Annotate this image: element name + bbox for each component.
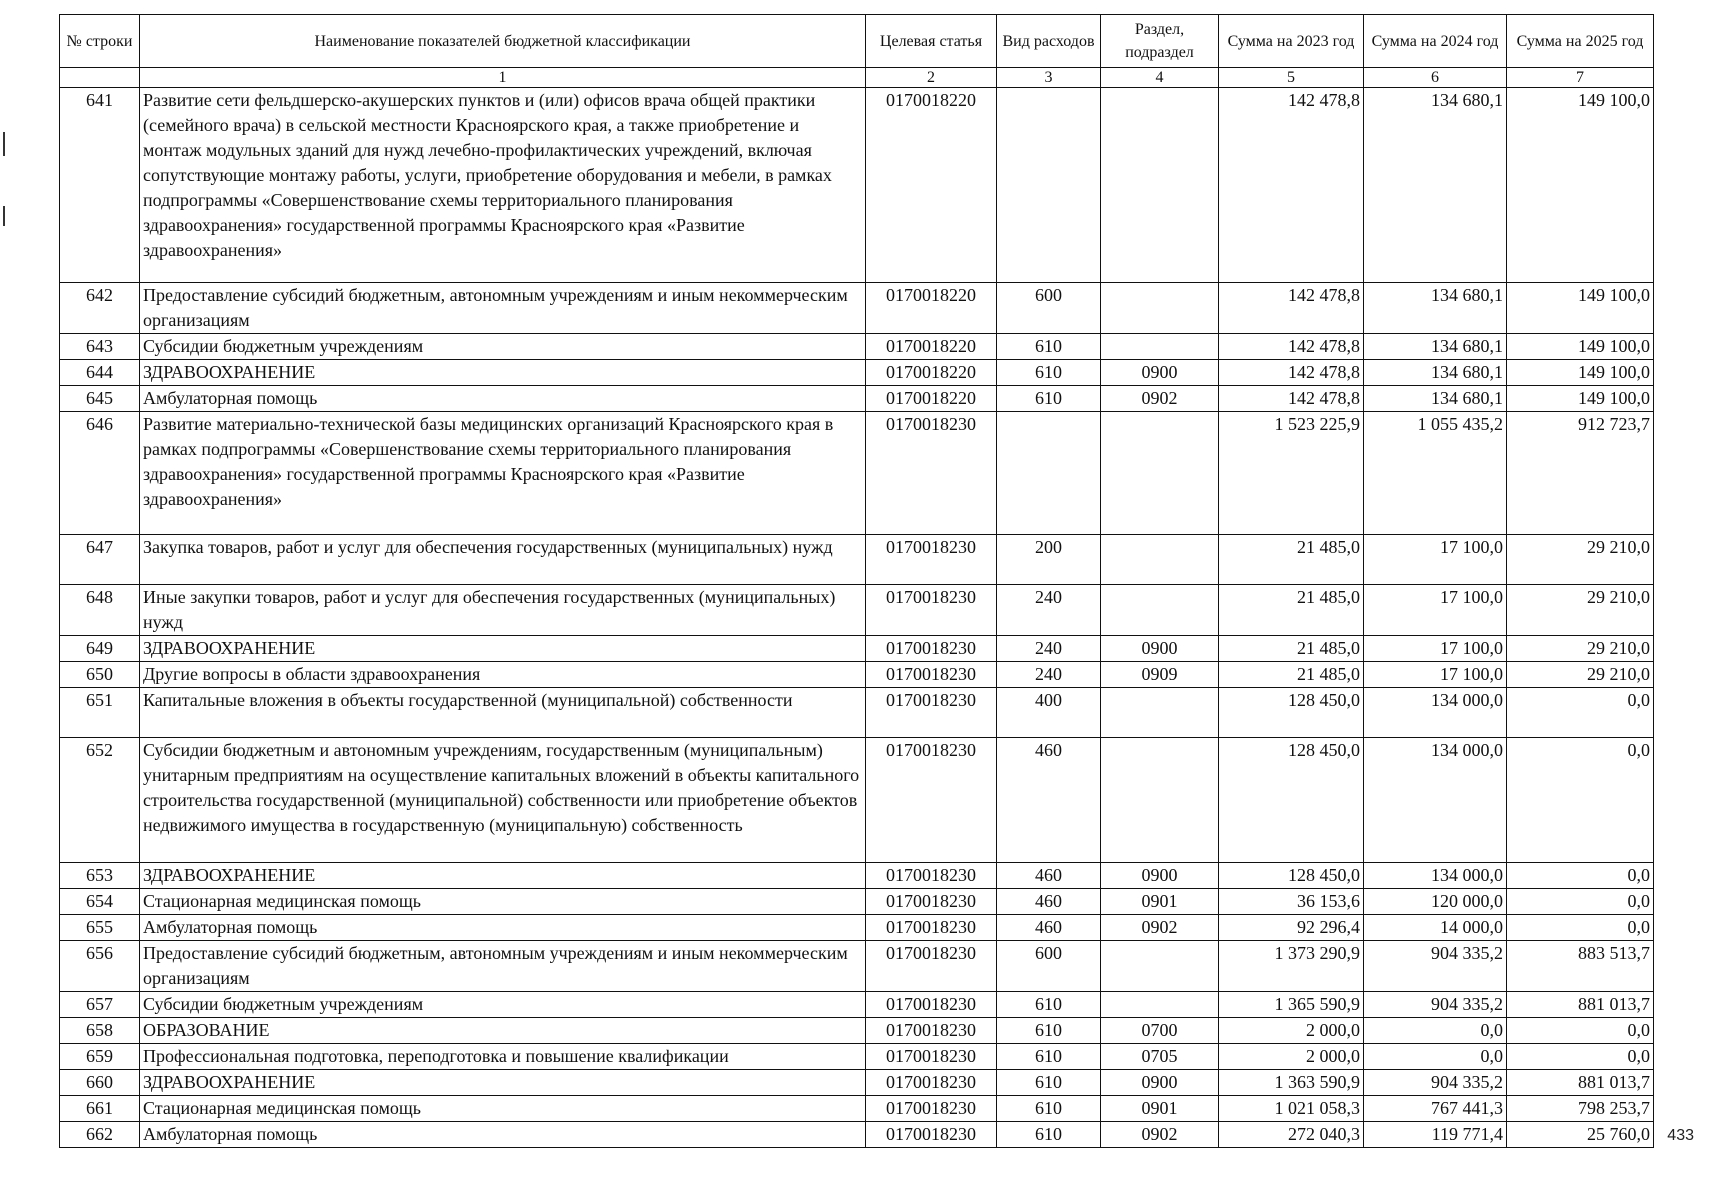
row-number: 658 (60, 1018, 140, 1044)
indicator-name: ОБРАЗОВАНИЕ (140, 1018, 866, 1044)
column-number: 1 (140, 68, 866, 88)
indicator-name: Предоставление субсидий бюджетным, автономным учреждениям и иным некоммерческим организациям (140, 941, 866, 992)
target-article: 0170018230 (866, 992, 997, 1018)
column-number (60, 68, 140, 88)
indicator-name: ЗДРАВООХРАНЕНИЕ (140, 636, 866, 662)
sum-2023: 142 478,8 (1219, 88, 1364, 283)
indicator-name: Капитальные вложения в объекты государственной (муниципальной) собственности (140, 688, 866, 738)
sum-2023: 21 485,0 (1219, 636, 1364, 662)
sum-2024: 134 000,0 (1364, 738, 1507, 863)
table-row (60, 360, 1654, 386)
table-row (60, 412, 1654, 535)
row-number: 655 (60, 915, 140, 941)
row-number: 645 (60, 386, 140, 412)
row-number: 650 (60, 662, 140, 688)
target-article: 0170018230 (866, 688, 997, 738)
sum-2023: 142 478,8 (1219, 334, 1364, 360)
sum-2023: 2 000,0 (1219, 1044, 1364, 1070)
expense-type: 600 (997, 941, 1101, 992)
table-row (60, 662, 1654, 688)
expense-type: 610 (997, 1018, 1101, 1044)
sum-2024: 904 335,2 (1364, 1070, 1507, 1096)
sum-2023: 92 296,4 (1219, 915, 1364, 941)
sum-2023: 1 373 290,9 (1219, 941, 1364, 992)
table-row (60, 386, 1654, 412)
target-article: 0170018230 (866, 662, 997, 688)
expense-type: 200 (997, 535, 1101, 585)
section-code (1101, 412, 1219, 535)
column-number: 7 (1507, 68, 1654, 88)
expense-type: 610 (997, 1096, 1101, 1122)
section-code: 0901 (1101, 1096, 1219, 1122)
expense-type: 600 (997, 283, 1101, 334)
sum-2025: 0,0 (1507, 863, 1654, 889)
table-row (60, 941, 1654, 992)
sum-2024: 134 680,1 (1364, 386, 1507, 412)
section-code: 0900 (1101, 636, 1219, 662)
section-code: 0700 (1101, 1018, 1219, 1044)
header-expense-type: Вид расходов (997, 15, 1101, 68)
indicator-name: Субсидии бюджетным учреждениям (140, 334, 866, 360)
indicator-name: Амбулаторная помощь (140, 1122, 866, 1148)
expense-type: 460 (997, 863, 1101, 889)
row-number: 646 (60, 412, 140, 535)
target-article: 0170018220 (866, 334, 997, 360)
sum-2025: 912 723,7 (1507, 412, 1654, 535)
column-number: 5 (1219, 68, 1364, 88)
column-number: 2 (866, 68, 997, 88)
expense-type (997, 88, 1101, 283)
expense-type: 610 (997, 360, 1101, 386)
target-article: 0170018220 (866, 386, 997, 412)
table-row (60, 636, 1654, 662)
indicator-name: Другие вопросы в области здравоохранения (140, 662, 866, 688)
table-row (60, 1070, 1654, 1096)
sum-2025: 25 760,0 (1507, 1122, 1654, 1148)
table-body (60, 88, 1654, 1148)
section-code: 0901 (1101, 889, 1219, 915)
sum-2023: 2 000,0 (1219, 1018, 1364, 1044)
table-row (60, 585, 1654, 636)
indicator-name: Иные закупки товаров, работ и услуг для обеспечения государственных (муниципальных) нужд (140, 585, 866, 636)
section-code (1101, 585, 1219, 636)
page-number: 433 (1667, 1127, 1694, 1144)
column-number: 4 (1101, 68, 1219, 88)
section-code (1101, 535, 1219, 585)
row-number: 662 (60, 1122, 140, 1148)
row-number: 649 (60, 636, 140, 662)
sum-2023: 142 478,8 (1219, 283, 1364, 334)
table-row (60, 992, 1654, 1018)
indicator-name: Субсидии бюджетным учреждениям (140, 992, 866, 1018)
sum-2024: 1 055 435,2 (1364, 412, 1507, 535)
indicator-name: Стационарная медицинская помощь (140, 889, 866, 915)
indicator-name: ЗДРАВООХРАНЕНИЕ (140, 1070, 866, 1096)
header-sum-2025: Сумма на 2025 год (1507, 15, 1654, 68)
indicator-name: Амбулаторная помощь (140, 915, 866, 941)
section-code: 0900 (1101, 360, 1219, 386)
expense-type: 400 (997, 688, 1101, 738)
section-code (1101, 334, 1219, 360)
table-row (60, 88, 1654, 283)
row-number: 644 (60, 360, 140, 386)
sum-2025: 0,0 (1507, 1044, 1654, 1070)
target-article: 0170018230 (866, 863, 997, 889)
sum-2024: 134 680,1 (1364, 283, 1507, 334)
header-name: Наименование показателей бюджетной классификации (140, 15, 866, 68)
expense-type: 460 (997, 915, 1101, 941)
row-number: 648 (60, 585, 140, 636)
indicator-name: Профессиональная подготовка, переподготовка и повышение квалификации (140, 1044, 866, 1070)
target-article: 0170018230 (866, 636, 997, 662)
indicator-name: Развитие материально-технической базы медицинских организаций Красноярского края в рамках подпрограммы «Совершенствование схемы территориального планирования здравоохранения» государственной программы Красноярского края «Развитие здравоохранения» (140, 412, 866, 535)
expense-type: 610 (997, 334, 1101, 360)
table-row (60, 334, 1654, 360)
expense-type (997, 412, 1101, 535)
indicator-name: ЗДРАВООХРАНЕНИЕ (140, 360, 866, 386)
sum-2023: 142 478,8 (1219, 360, 1364, 386)
indicator-name: Развитие сети фельдшерско-акушерских пунктов и (или) офисов врача общей практики (семейного врача) в сельской местности Красноярского края, а также приобретение и монтаж модульных зданий для нужд лечебно-профилактических учреждений, включая сопутствующие монтажу работы, услуги, приобретение оборудования и мебели, в рамках подпрограммы «Совершенствование схемы территориального планирования здравоохранения» государственной программы Красноярского края «Развитие здравоохранения» (140, 88, 866, 283)
table-row (60, 1018, 1654, 1044)
header-section: Раздел, подраздел (1101, 15, 1219, 68)
row-number: 651 (60, 688, 140, 738)
indicator-name: ЗДРАВООХРАНЕНИЕ (140, 863, 866, 889)
row-number: 641 (60, 88, 140, 283)
expense-type: 240 (997, 636, 1101, 662)
sum-2025: 149 100,0 (1507, 283, 1654, 334)
sum-2023: 1 363 590,9 (1219, 1070, 1364, 1096)
table-row (60, 1044, 1654, 1070)
sum-2024: 134 680,1 (1364, 88, 1507, 283)
expense-type: 610 (997, 386, 1101, 412)
section-code: 0705 (1101, 1044, 1219, 1070)
sum-2023: 21 485,0 (1219, 585, 1364, 636)
target-article: 0170018220 (866, 88, 997, 283)
sum-2025: 149 100,0 (1507, 360, 1654, 386)
section-code (1101, 283, 1219, 334)
sum-2024: 14 000,0 (1364, 915, 1507, 941)
row-number: 647 (60, 535, 140, 585)
table-row (60, 1096, 1654, 1122)
sum-2024: 0,0 (1364, 1044, 1507, 1070)
target-article: 0170018230 (866, 1044, 997, 1070)
column-number: 3 (997, 68, 1101, 88)
sum-2023: 1 365 590,9 (1219, 992, 1364, 1018)
sum-2024: 17 100,0 (1364, 662, 1507, 688)
sum-2025: 881 013,7 (1507, 1070, 1654, 1096)
target-article: 0170018230 (866, 1070, 997, 1096)
sum-2025: 0,0 (1507, 889, 1654, 915)
sum-2025: 881 013,7 (1507, 992, 1654, 1018)
margin-mark (3, 132, 5, 156)
sum-2024: 904 335,2 (1364, 941, 1507, 992)
table-row (60, 688, 1654, 738)
sum-2024: 134 000,0 (1364, 688, 1507, 738)
target-article: 0170018230 (866, 412, 997, 535)
header-sum-2023: Сумма на 2023 год (1219, 15, 1364, 68)
sum-2024: 767 441,3 (1364, 1096, 1507, 1122)
indicator-name: Субсидии бюджетным и автономным учреждениям, государственным (муниципальным) унитарным предприятиям на осуществление капитальных вложений в объекты капитального строительства государственной (муниципальной) собственности или приобретение объектов недвижимого имущества в государственную (муниципальную) собственность (140, 738, 866, 863)
sum-2025: 883 513,7 (1507, 941, 1654, 992)
sum-2023: 128 450,0 (1219, 738, 1364, 863)
sum-2024: 134 680,1 (1364, 334, 1507, 360)
indicator-name: Амбулаторная помощь (140, 386, 866, 412)
row-number: 657 (60, 992, 140, 1018)
target-article: 0170018220 (866, 283, 997, 334)
row-number: 643 (60, 334, 140, 360)
target-article: 0170018230 (866, 941, 997, 992)
row-number: 642 (60, 283, 140, 334)
sum-2025: 149 100,0 (1507, 88, 1654, 283)
sum-2024: 120 000,0 (1364, 889, 1507, 915)
target-article: 0170018230 (866, 915, 997, 941)
sum-2024: 904 335,2 (1364, 992, 1507, 1018)
header-row-no: № строки (60, 15, 140, 68)
expense-type: 610 (997, 992, 1101, 1018)
target-article: 0170018230 (866, 1122, 997, 1148)
sum-2025: 29 210,0 (1507, 585, 1654, 636)
row-number: 661 (60, 1096, 140, 1122)
target-article: 0170018230 (866, 1096, 997, 1122)
table-row (60, 738, 1654, 863)
section-code: 0900 (1101, 1070, 1219, 1096)
section-code: 0902 (1101, 386, 1219, 412)
table-row (60, 889, 1654, 915)
sum-2025: 29 210,0 (1507, 535, 1654, 585)
sum-2025: 0,0 (1507, 1018, 1654, 1044)
expense-type: 460 (997, 889, 1101, 915)
row-number: 654 (60, 889, 140, 915)
section-code: 0900 (1101, 863, 1219, 889)
sum-2023: 21 485,0 (1219, 535, 1364, 585)
expense-type: 610 (997, 1044, 1101, 1070)
sum-2025: 0,0 (1507, 915, 1654, 941)
sum-2024: 0,0 (1364, 1018, 1507, 1044)
target-article: 0170018230 (866, 1018, 997, 1044)
indicator-name: Закупка товаров, работ и услуг для обеспечения государственных (муниципальных) нужд (140, 535, 866, 585)
budget-table (59, 14, 1654, 1148)
sum-2025: 29 210,0 (1507, 636, 1654, 662)
target-article: 0170018230 (866, 738, 997, 863)
section-code: 0902 (1101, 915, 1219, 941)
section-code (1101, 992, 1219, 1018)
target-article: 0170018230 (866, 889, 997, 915)
sum-2024: 17 100,0 (1364, 535, 1507, 585)
indicator-name: Стационарная медицинская помощь (140, 1096, 866, 1122)
row-number: 652 (60, 738, 140, 863)
sum-2025: 798 253,7 (1507, 1096, 1654, 1122)
sum-2025: 149 100,0 (1507, 386, 1654, 412)
sum-2023: 128 450,0 (1219, 863, 1364, 889)
expense-type: 610 (997, 1122, 1101, 1148)
sum-2024: 134 680,1 (1364, 360, 1507, 386)
sum-2023: 1 021 058,3 (1219, 1096, 1364, 1122)
row-number: 660 (60, 1070, 140, 1096)
sum-2025: 0,0 (1507, 738, 1654, 863)
table-row (60, 915, 1654, 941)
header-sum-2024: Сумма на 2024 год (1364, 15, 1507, 68)
sum-2024: 17 100,0 (1364, 585, 1507, 636)
target-article: 0170018220 (866, 360, 997, 386)
section-code: 0909 (1101, 662, 1219, 688)
row-number: 653 (60, 863, 140, 889)
section-code (1101, 88, 1219, 283)
section-code: 0902 (1101, 1122, 1219, 1148)
header-row (60, 15, 1654, 68)
indicator-name: Предоставление субсидий бюджетным, автономным учреждениям и иным некоммерческим организациям (140, 283, 866, 334)
sum-2024: 134 000,0 (1364, 863, 1507, 889)
sum-2023: 1 523 225,9 (1219, 412, 1364, 535)
header-target-article: Целевая статья (866, 15, 997, 68)
sum-2023: 272 040,3 (1219, 1122, 1364, 1148)
expense-type: 240 (997, 585, 1101, 636)
section-code (1101, 738, 1219, 863)
section-code (1101, 688, 1219, 738)
section-code (1101, 941, 1219, 992)
expense-type: 610 (997, 1070, 1101, 1096)
sum-2024: 119 771,4 (1364, 1122, 1507, 1148)
row-number: 656 (60, 941, 140, 992)
sum-2025: 149 100,0 (1507, 334, 1654, 360)
column-numbers-row (60, 68, 1654, 88)
table-row (60, 1122, 1654, 1148)
expense-type: 240 (997, 662, 1101, 688)
row-number: 659 (60, 1044, 140, 1070)
sum-2023: 21 485,0 (1219, 662, 1364, 688)
target-article: 0170018230 (866, 535, 997, 585)
expense-type: 460 (997, 738, 1101, 863)
table-row (60, 535, 1654, 585)
sum-2025: 29 210,0 (1507, 662, 1654, 688)
sum-2025: 0,0 (1507, 688, 1654, 738)
sum-2023: 36 153,6 (1219, 889, 1364, 915)
sum-2023: 142 478,8 (1219, 386, 1364, 412)
column-number: 6 (1364, 68, 1507, 88)
sum-2023: 128 450,0 (1219, 688, 1364, 738)
table-row (60, 283, 1654, 334)
table-row (60, 863, 1654, 889)
margin-mark (3, 206, 5, 226)
target-article: 0170018230 (866, 585, 997, 636)
sum-2024: 17 100,0 (1364, 636, 1507, 662)
